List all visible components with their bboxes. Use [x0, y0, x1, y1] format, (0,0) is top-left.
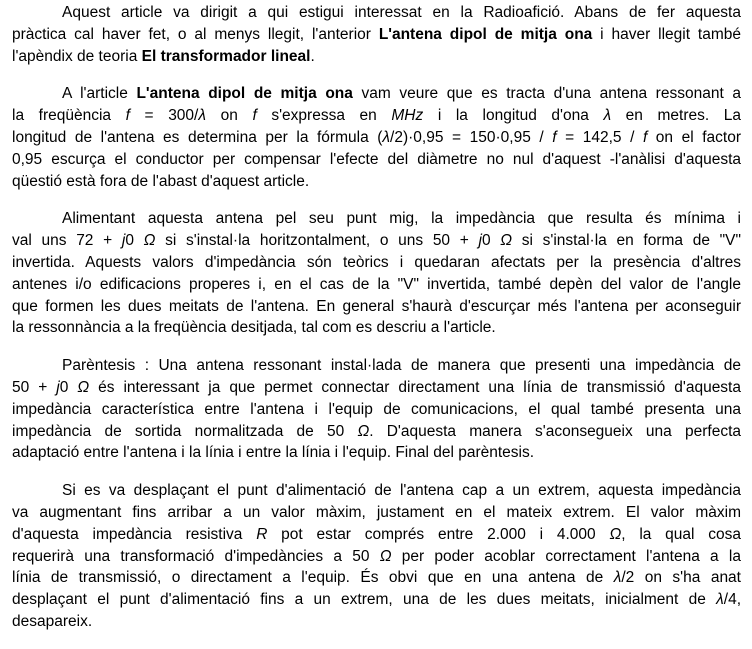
text-run: és interessant ja que permet connectar directament una línia de transmissió d'aquesta [89, 378, 741, 396]
italic-symbol: f [552, 128, 557, 146]
italic-symbol: λ [603, 107, 612, 125]
italic-symbol: Ω [379, 547, 392, 565]
italic-symbol: MHz [391, 107, 424, 125]
text-run: . [310, 47, 315, 65]
text-line [12, 296, 741, 318]
text-line [12, 355, 741, 377]
text-run: la freqüència [12, 107, 126, 125]
text-line [12, 611, 741, 633]
text-line [12, 421, 741, 443]
text-run: Si es va desplaçant el punt d'alimentació de l'antena cap a un extrem, aquesta impedància [62, 482, 741, 500]
text-run: desapareix. [12, 612, 93, 630]
text-run: per poder acoblar correctament l'antena a la [391, 547, 741, 565]
paragraph [12, 83, 741, 192]
italic-symbol: Ω [357, 422, 370, 440]
text-line [12, 105, 741, 127]
bold-text: L'antena dipol de mitja ona [136, 85, 353, 103]
text-run: requerirà una transformació d'impedàncies a 50 [12, 547, 380, 565]
article-body [12, 2, 741, 649]
text-run: si s'instal·la horitzontalment, o uns 50 + [155, 232, 479, 250]
paragraph [12, 208, 741, 339]
text-run: 0 [59, 378, 78, 396]
bold-text: El transformador lineal [141, 47, 311, 65]
italic-symbol: λ [382, 128, 391, 146]
italic-symbol: j [56, 378, 60, 396]
text-run: si s'instal·la en forma de "V" [512, 232, 741, 250]
text-run: /4, [723, 591, 741, 609]
italic-symbol: R [256, 525, 268, 543]
text-line [12, 274, 741, 296]
text-run: i haver llegit també [592, 25, 741, 43]
text-line [12, 230, 741, 252]
text-line [12, 502, 741, 524]
text-run: desplaçant el punt d'alimentació fins a un extrem, una de les dues meitats, inicialment de [12, 591, 717, 609]
text-run: /2)·0,95 = 150·0,95 / [390, 128, 553, 146]
paragraph [12, 2, 741, 67]
italic-symbol: Ω [500, 232, 513, 250]
text-run: , la qual cosa [621, 525, 741, 543]
text-line [12, 24, 741, 46]
text-run: 0 [125, 232, 144, 250]
text-run: s'expressa en [256, 107, 392, 125]
text-run: impedància de sortida normalitzada de 50 [12, 422, 358, 440]
text-run: /2 on s'ha anat [621, 569, 741, 587]
text-run: impedància característica entre l'antena i l'equip de comunicacions, el qual també presenta una [12, 400, 741, 418]
text-line [12, 317, 741, 339]
text-line [12, 149, 741, 171]
italic-symbol: Ω [77, 378, 90, 396]
text-line [12, 567, 741, 589]
text-line [12, 171, 741, 193]
text-run: . D'aquesta manera s'aconsegueix una perfecta [369, 422, 741, 440]
text-line [12, 442, 741, 464]
text-run: invertida. Aquests valors d'impedància són teòrics i quedaran afectats per la presència d'altres [12, 253, 741, 271]
text-run: adaptació entre l'antena i la línia i entre la línia i l'equip. Final del parèntesis. [12, 444, 535, 462]
text-run: on [206, 107, 253, 125]
text-run: va augmentant fins arribar a un valor màxim, justament en el mateix extrem. El valor màxim [12, 503, 741, 521]
text-line [12, 589, 741, 611]
paragraph [12, 480, 741, 633]
italic-symbol: Ω [143, 232, 156, 250]
italic-symbol: f [252, 107, 257, 125]
text-run: = 142,5 / [556, 128, 643, 146]
text-run: longitud de l'antena es determina per la fórmula ( [12, 128, 383, 146]
text-run: 0,95 escurça el conductor per compensar l'efecte del diàmetre no nul d'aquest -l'anàlisi d'aquesta [12, 150, 741, 168]
italic-symbol: λ [198, 107, 206, 125]
text-run: vam veure que es tracta d'una antena ressonant a [352, 85, 741, 103]
bold-text: L'antena dipol de mitja ona [378, 25, 593, 43]
text-run: Parèntesis : Una antena ressonant instal·lada de manera que presenti una impedància de [62, 357, 741, 375]
text-run: d'aquesta impedància resistiva [12, 525, 257, 543]
italic-symbol: Ω [609, 525, 622, 543]
text-run: línia de transmissió, o directament a l'equip. És obvi que en una antena de [12, 569, 614, 587]
text-line [12, 127, 741, 149]
italic-symbol: f [642, 128, 648, 146]
text-run: Aquest article va dirigit a qui estigui interessat en la Radioafició. Abans de fer aquesta [62, 4, 741, 21]
italic-symbol: j [478, 232, 482, 250]
text-line [12, 83, 741, 105]
italic-symbol: λ [716, 591, 724, 609]
text-run: qüestió està fora de l'abast d'aquest article. [12, 172, 310, 190]
text-line [12, 546, 741, 568]
text-run: la ressonnància a la freqüència desitjada, tal com es descriu a l'article. [12, 319, 496, 337]
paragraph [12, 355, 741, 464]
text-run: i la longitud d'ona [423, 107, 604, 125]
text-run: = 300/ [129, 107, 199, 125]
text-run: antenes i/o edificacions properes i, en el cas de la "V" invertida, també depèn del valor de l'angle [12, 275, 741, 293]
text-run: pràctica cal haver fet, o al menys llegit, l'anterior [12, 25, 379, 43]
italic-symbol: j [121, 232, 126, 250]
text-line [12, 46, 741, 68]
text-line [12, 252, 741, 274]
text-run: val uns 72 + [12, 232, 122, 250]
text-line [12, 377, 741, 399]
text-line [12, 524, 741, 546]
text-line [12, 208, 741, 230]
text-line [12, 399, 741, 421]
text-line [12, 2, 741, 24]
italic-symbol: λ [613, 569, 622, 587]
text-run: on el factor [647, 128, 741, 146]
text-run: pot estar comprés entre 2.000 i 4.000 [267, 525, 610, 543]
text-run: l'apèndix de teoria [12, 47, 142, 65]
text-run: 0 [481, 232, 501, 250]
text-run: Alimentant aquesta antena pel seu punt mig, la impedància que resulta és mínima i [62, 210, 741, 228]
text-run: que formen les dues meitats de l'antena. En general s'haurà d'escurçar més l'antena per aconseguir [12, 297, 741, 315]
text-run: A l'article [62, 85, 137, 103]
text-run: en metres. La [611, 107, 742, 125]
text-line [12, 480, 741, 502]
italic-symbol: f [125, 107, 130, 125]
text-run: 50 + [12, 378, 57, 396]
